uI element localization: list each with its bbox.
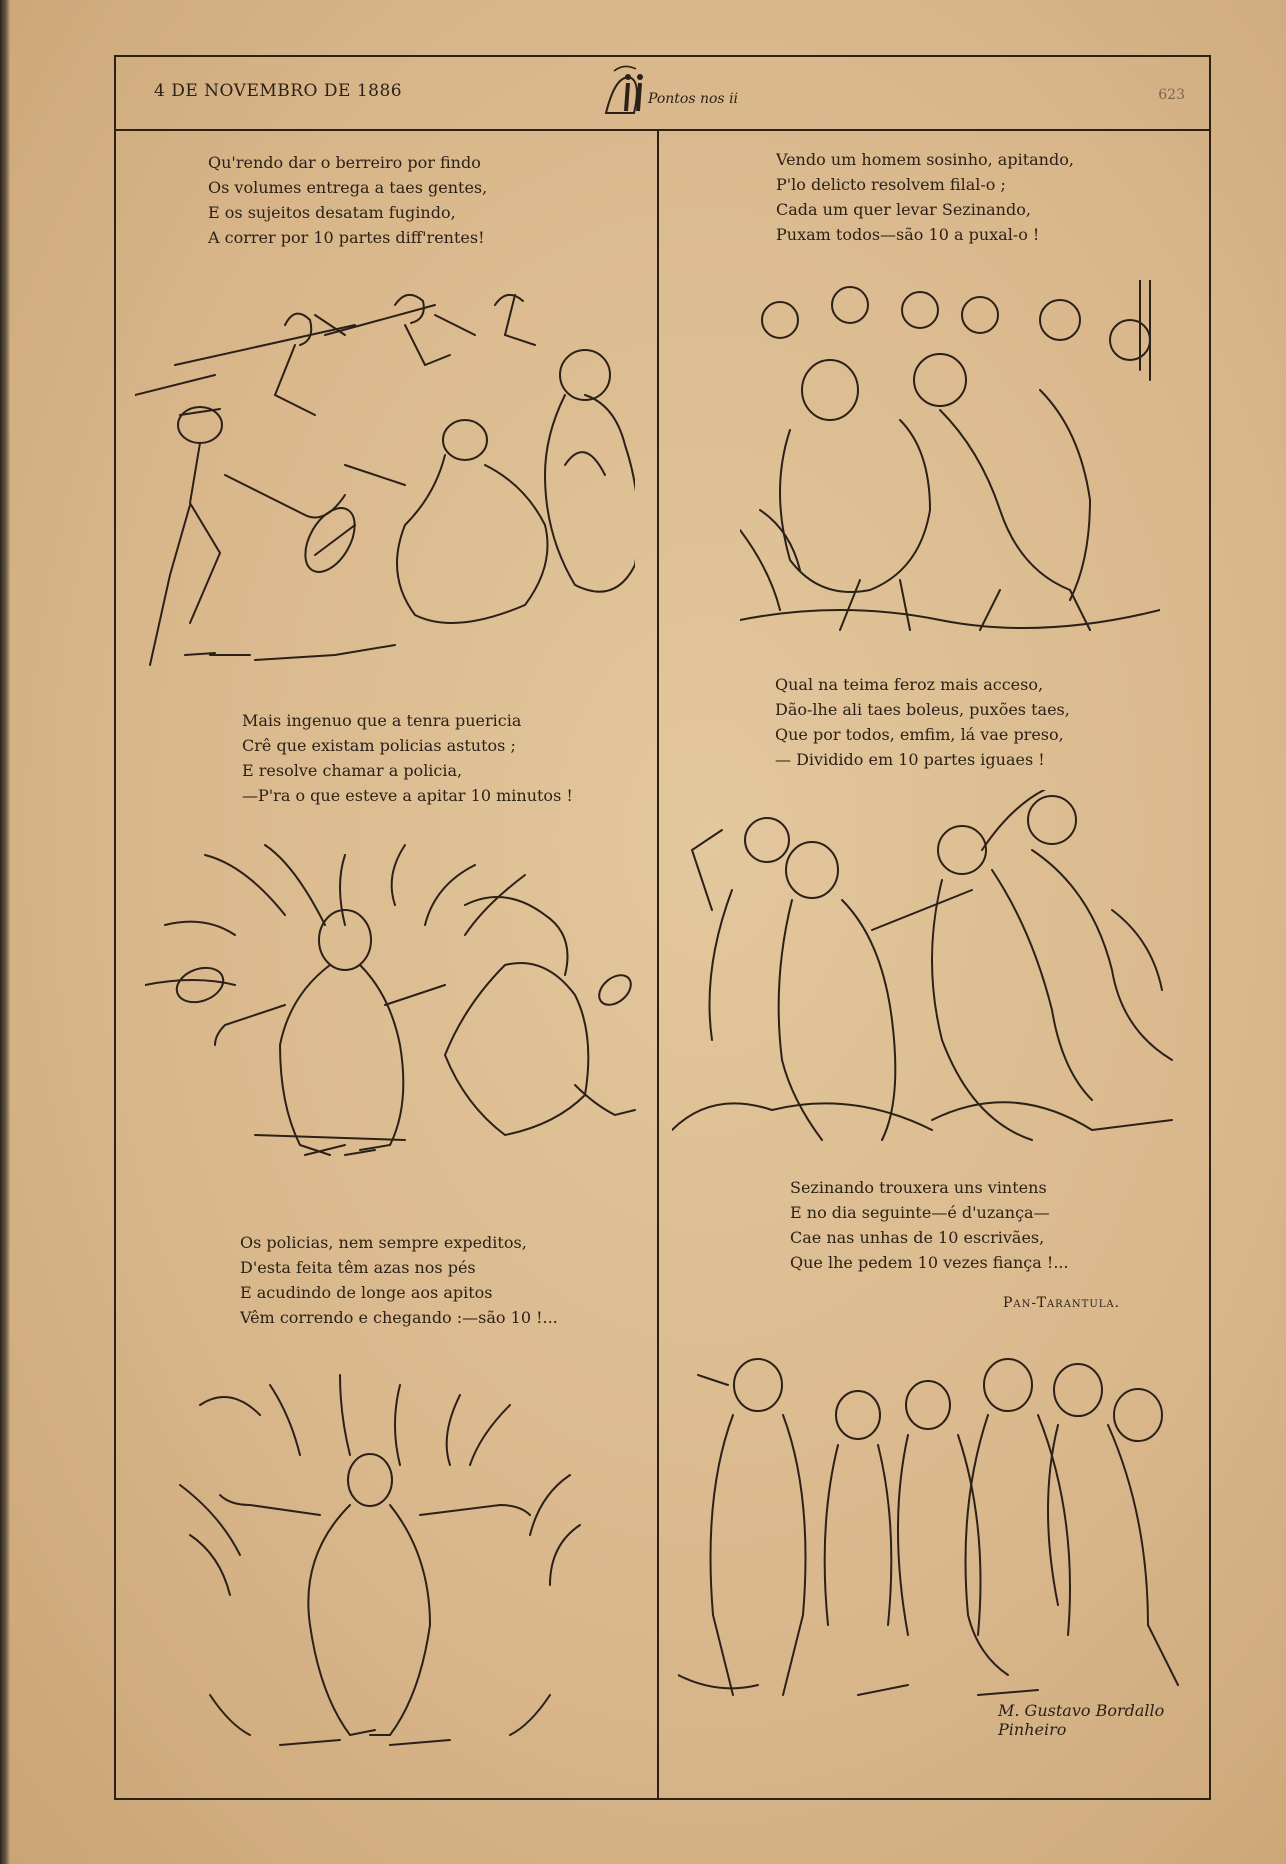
verse-line: E no dia seguinte—é d'uzança— <box>790 1203 1050 1222</box>
page-number: 623 <box>1158 87 1185 103</box>
verse-line: Mais ingenuo que a tenra puericia <box>242 711 522 730</box>
verse-line: Os volumes entrega a taes gentes, <box>208 178 488 197</box>
svg-text:Pontos nos ii: Pontos nos ii <box>648 91 739 107</box>
left-stanza-2 <box>242 708 573 808</box>
masthead-logo-icon <box>586 63 746 123</box>
column-divider <box>657 129 659 1798</box>
author-signature: Pan-Tarantula. <box>1003 1295 1121 1311</box>
verse-line: E resolve chamar a policia, <box>242 761 463 780</box>
verse-line: A correr por 10 partes diff'rentes! <box>208 228 485 247</box>
verse-line: Dão-lhe ali taes boleus, puxões taes, <box>775 700 1070 719</box>
verse-line: Puxam todos—são 10 a puxal-o ! <box>776 225 1040 244</box>
right-stanza-3 <box>790 1175 1069 1275</box>
verse-line: P'lo delicto resolvem filal-o ; <box>776 175 1006 194</box>
verse-line: Vendo um homem sosinho, apitando, <box>776 150 1074 169</box>
verse-line: Cada um quer levar Sezinando, <box>776 200 1031 219</box>
verse-line: Crê que existam policias astutos ; <box>242 736 516 755</box>
masthead-logo <box>586 63 746 123</box>
verse-line: Que por todos, emfim, lá vae preso, <box>775 725 1064 744</box>
binding-edge <box>0 0 10 1864</box>
verse-line: Sezinando trouxera uns vintens <box>790 1178 1047 1197</box>
verse-line: Qual na teima feroz mais acceso, <box>775 675 1044 694</box>
illustration-whistling-man <box>145 835 645 1180</box>
left-stanza-1 <box>208 150 487 250</box>
illustration-man-surrounded <box>170 1365 600 1760</box>
verse-line: Qu'rendo dar o berreiro por findo <box>208 153 481 172</box>
illustration-man-arrested <box>672 790 1192 1160</box>
illustration-scriveners <box>678 1345 1198 1739</box>
verse-line: E os sujeitos desatam fugindo, <box>208 203 456 222</box>
verse-line: D'esta feita têm azas nos pés <box>240 1258 476 1277</box>
verse-line: — Dividido em 10 partes iguaes ! <box>775 750 1045 769</box>
verse-line: Os policias, nem sempre expeditos, <box>240 1233 527 1252</box>
artist-signature: M. Gustavo Bordallo Pinheiro <box>998 1701 1165 1739</box>
verse-line: Que lhe pedem 10 vezes fiança !... <box>790 1253 1069 1272</box>
right-stanza-2 <box>775 672 1070 772</box>
issue-date: 4 DE NOVEMBRO DE 1886 <box>154 81 403 101</box>
verse-line: Vêm correndo e chegando :—são 10 !... <box>240 1308 558 1327</box>
illustration-thieves-fleeing <box>135 285 635 680</box>
verse-line: —P'ra o que esteve a apitar 10 minutos ! <box>242 786 573 805</box>
illustration-police-grabbing <box>740 280 1160 650</box>
left-stanza-3 <box>240 1230 558 1330</box>
verse-line: Cae nas unhas de 10 escrivães, <box>790 1228 1045 1247</box>
right-stanza-1 <box>776 147 1074 247</box>
page-header <box>116 57 1209 131</box>
verse-line: E acudindo de longe aos apitos <box>240 1283 493 1302</box>
